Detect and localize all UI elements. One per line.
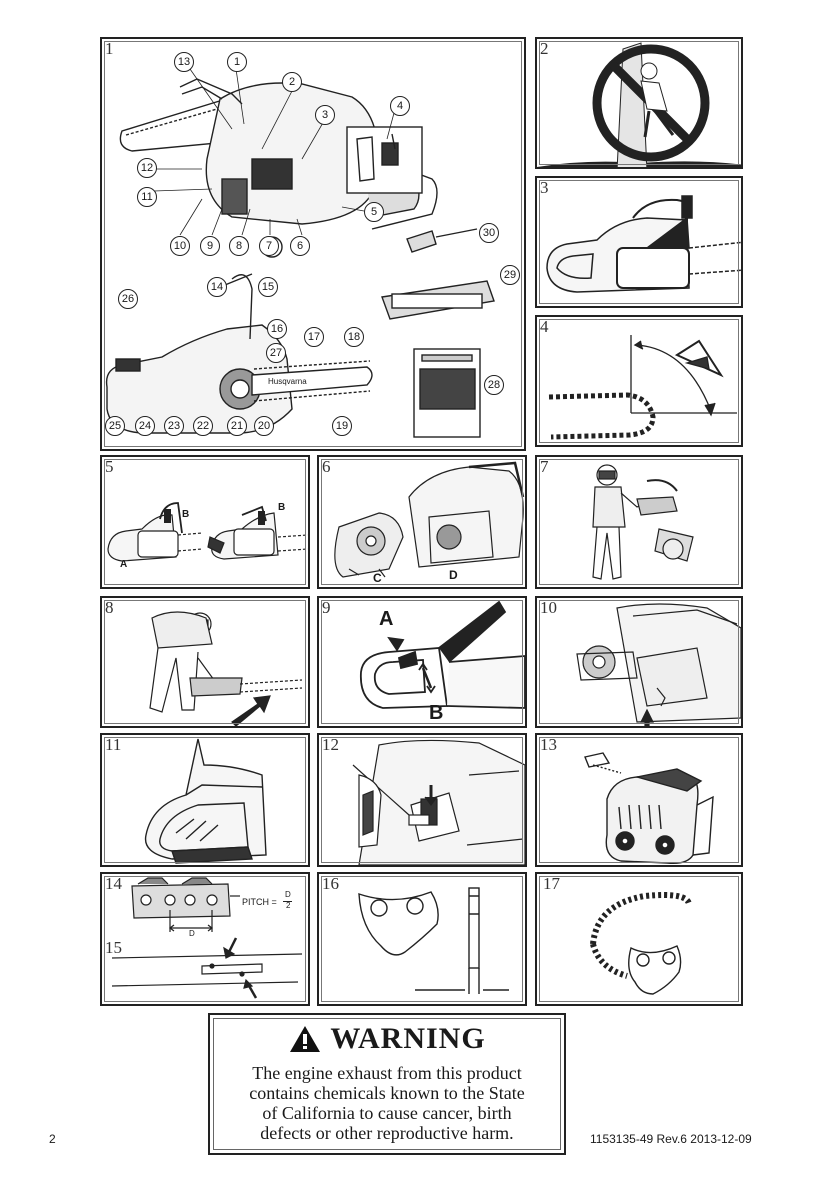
right-hand-guard-illustration	[102, 735, 310, 867]
chain-brake-operation-illustration	[102, 457, 310, 589]
warning-text	[224, 1063, 550, 1143]
pitch-dimension: D	[189, 929, 195, 938]
callout-7: 7	[259, 236, 279, 256]
panel-number: 17	[543, 874, 560, 893]
drive-link-illustration	[319, 874, 527, 1006]
panel-number: 5	[105, 457, 114, 476]
callout-19: 19	[332, 416, 352, 436]
callout-16: 16	[267, 319, 287, 339]
worn-chain-illustration	[537, 874, 743, 1006]
figure-panel-16	[317, 872, 527, 1006]
stop-switch-illustration	[319, 735, 527, 867]
figure-panel-11	[100, 733, 310, 867]
figure-panel-2	[535, 37, 743, 169]
panel-number: 13	[540, 735, 557, 754]
callout-12: 12	[137, 158, 157, 178]
panel-number: 14	[105, 874, 122, 893]
panel-number: 3	[540, 178, 549, 197]
label-a: A	[379, 608, 394, 630]
figure-panel-5	[100, 455, 310, 589]
page-number: 2	[49, 1132, 56, 1146]
figure-panel-1	[100, 37, 526, 451]
callout-17: 17	[304, 327, 324, 347]
callout-5: 5	[364, 202, 384, 222]
warning-header	[210, 1021, 564, 1057]
pitch-label: PITCH =	[242, 897, 277, 907]
callout-1: 1	[227, 52, 247, 72]
panel-number: 4	[540, 317, 549, 336]
callout-27: 27	[266, 343, 286, 363]
callout-9: 9	[200, 236, 220, 256]
callout-28: 28	[484, 375, 504, 395]
callout-23: 23	[164, 416, 184, 436]
label-b-right: B	[278, 502, 286, 513]
panel-number: 16	[322, 874, 339, 893]
no-climbing-illustration	[537, 39, 743, 169]
figure-panel-14-15	[100, 872, 310, 1006]
figure-panel-6	[317, 455, 527, 589]
brake-test-illustration	[537, 457, 743, 589]
figure-panel-13	[535, 733, 743, 867]
panel-number: 7	[540, 457, 549, 476]
panel-number: 12	[322, 735, 339, 754]
figure-panel-10	[535, 596, 743, 728]
callout-24: 24	[135, 416, 155, 436]
callout-21: 21	[227, 416, 247, 436]
callout-15: 15	[258, 277, 278, 297]
label-b-left: B	[182, 509, 190, 520]
panel-number: 8	[105, 598, 114, 617]
figure-panel-4	[535, 315, 743, 447]
figure-panel-9	[317, 596, 527, 728]
panel-number: 1	[105, 39, 114, 58]
label-b: B	[429, 702, 444, 724]
label-c: C	[373, 571, 382, 585]
bar-brand-label: Husqvarna	[268, 377, 307, 386]
document-code: 1153135-49 Rev.6 2013-12-09	[590, 1132, 752, 1146]
callout-4: 4	[390, 96, 410, 116]
pitch-numerator: D	[285, 890, 291, 899]
starting-position-illustration	[102, 598, 310, 728]
chain-pitch-and-bar-illustration	[102, 874, 310, 1006]
callout-14: 14	[207, 277, 227, 297]
warning-line: of California to cause cancer, birth	[262, 1103, 512, 1123]
callout-26: 26	[118, 289, 138, 309]
warning-line: The engine exhaust from this product	[252, 1063, 522, 1083]
callout-3: 3	[315, 105, 335, 125]
pitch-denominator: 2	[286, 901, 291, 910]
callout-25: 25	[105, 416, 125, 436]
clutch-cover-illustration	[319, 457, 527, 589]
label-a: A	[120, 559, 128, 570]
panel-number: 15	[105, 938, 122, 957]
callout-2: 2	[282, 72, 302, 92]
callout-13: 13	[174, 52, 194, 72]
callout-8: 8	[229, 236, 249, 256]
callout-30: 30	[479, 223, 499, 243]
callout-20: 20	[254, 416, 274, 436]
california-warning-box	[208, 1013, 566, 1155]
callout-11: 11	[137, 187, 157, 207]
callout-10: 10	[170, 236, 190, 256]
figure-panel-3	[535, 176, 743, 308]
chainsaw-overview-illustration	[102, 39, 526, 451]
chain-brake-illustration	[537, 178, 743, 308]
figure-panel-12	[317, 733, 527, 867]
label-d: D	[449, 568, 458, 582]
warning-title: WARNING	[330, 1022, 486, 1055]
chain-catcher-illustration	[537, 598, 743, 728]
panel-number: 10	[540, 598, 557, 617]
throttle-lockout-illustration	[319, 598, 527, 728]
callout-18: 18	[344, 327, 364, 347]
figure-panel-8	[100, 596, 310, 728]
kickback-illustration	[537, 317, 743, 447]
panel-number: 2	[540, 39, 549, 58]
figure-panel-17	[535, 872, 743, 1006]
warning-triangle-icon	[288, 1024, 322, 1054]
panel-number: 6	[322, 457, 331, 476]
callout-29: 29	[500, 265, 520, 285]
warning-line: defects or other reproductive harm.	[260, 1123, 514, 1143]
figure-panel-7	[535, 455, 743, 589]
muffler-illustration	[537, 735, 743, 867]
callout-6: 6	[290, 236, 310, 256]
warning-line: contains chemicals known to the State	[249, 1083, 525, 1103]
panel-number: 9	[322, 598, 331, 617]
panel-number: 11	[105, 735, 122, 754]
callout-22: 22	[193, 416, 213, 436]
